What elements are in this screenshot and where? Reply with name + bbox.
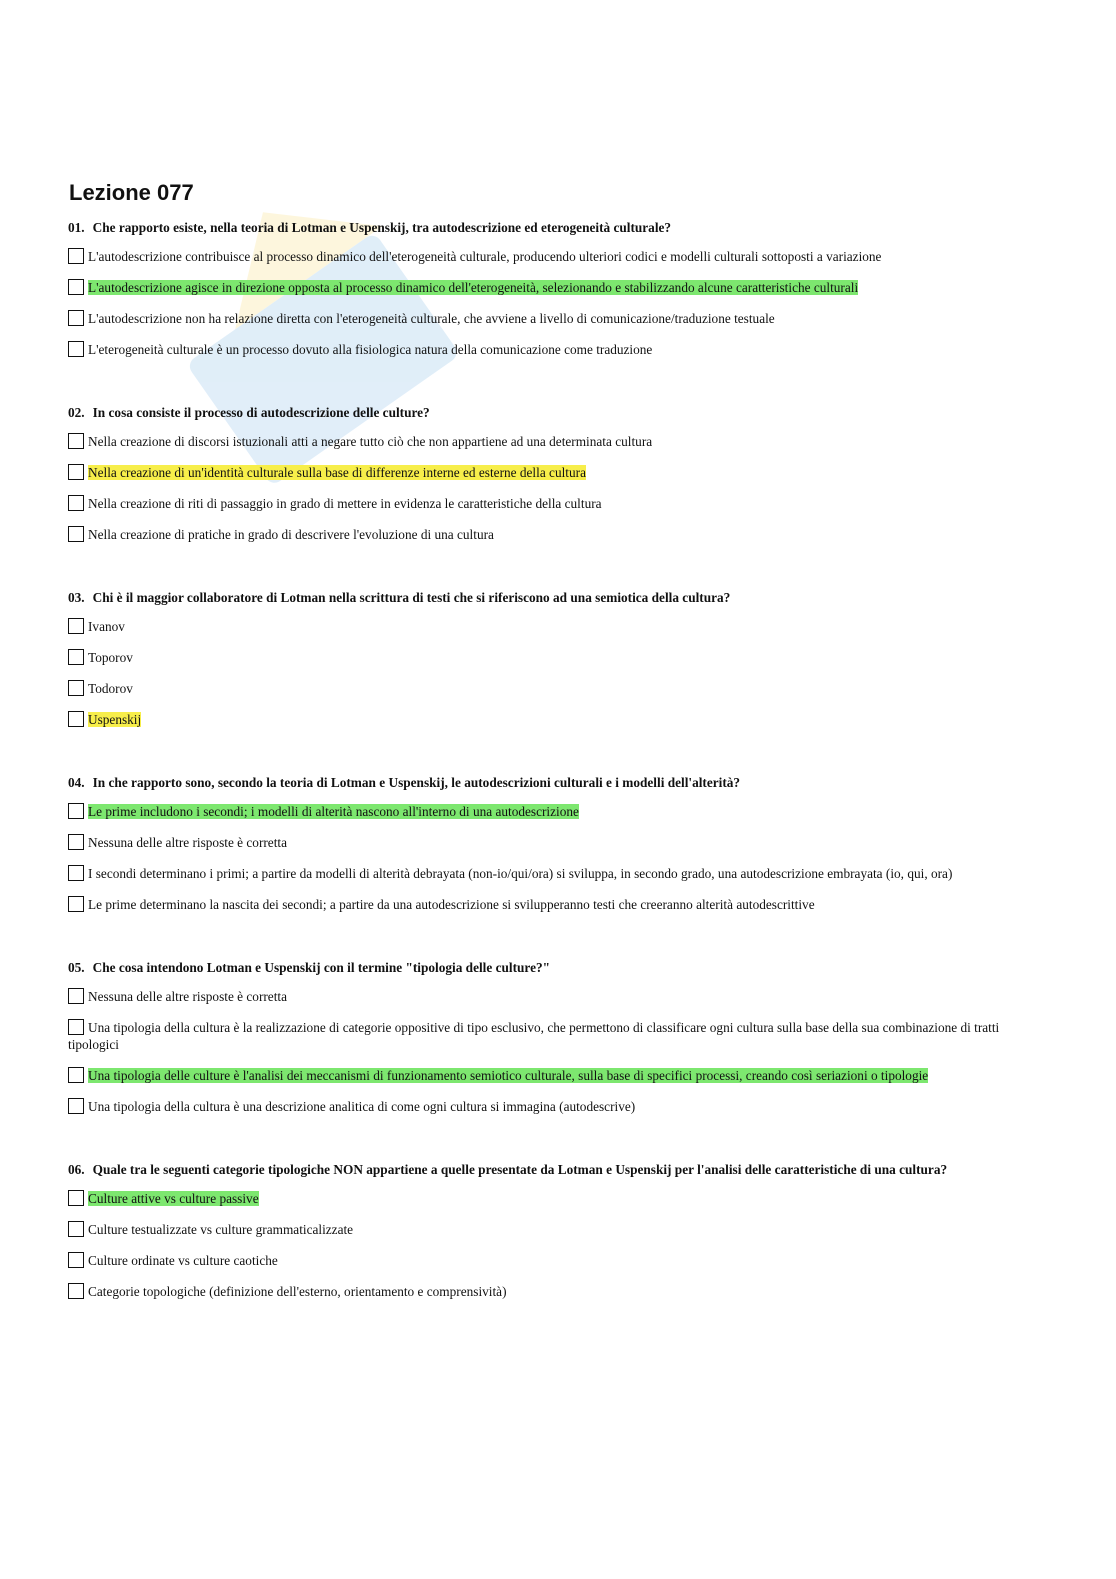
answer-option[interactable]	[68, 803, 1043, 820]
answer-text: Una tipologia della cultura è la realizzazione di categorie oppositive di tipo esclusivo, che permettono di classificare ogni cultura sulla base della sua combinazione di tratti tipologici	[68, 1020, 1000, 1052]
question-block	[68, 589, 1043, 728]
question-label: Quale tra le seguenti categorie tipologiche NON appartiene a quelle presentate da Lotman e Uspenskij per l'analisi delle caratteristiche di una cultura?	[92, 1162, 948, 1177]
question-block	[68, 959, 1043, 1115]
question-text	[68, 1161, 1043, 1178]
checkbox-icon[interactable]	[68, 1252, 84, 1268]
checkbox-icon[interactable]	[68, 1019, 84, 1035]
answer-option[interactable]	[68, 680, 1043, 697]
question-text	[68, 959, 1043, 976]
answer-text: Ivanov	[88, 619, 125, 634]
checkbox-icon[interactable]	[68, 711, 84, 727]
answer-text: Nella creazione di discorsi istuzionali atti a negare tutto ciò che non appartiene ad una determinata cultura	[88, 434, 653, 449]
answer-option[interactable]	[68, 988, 1043, 1005]
answer-text: L'eterogeneità culturale è un processo dovuto alla fisiologica natura della comunicazione come traduzione	[88, 342, 653, 357]
checkbox-icon[interactable]	[68, 526, 84, 542]
question-text	[68, 774, 1043, 791]
answer-text: I secondi determinano i primi; a partire da modelli di alterità debrayata (non-io/qui/ora) si sviluppa, in secondo grado, una autodescrizione embrayata (io, qui, ora)	[88, 866, 953, 881]
checkbox-icon[interactable]	[68, 310, 84, 326]
checkbox-icon[interactable]	[68, 279, 84, 295]
question-label: Che rapporto esiste, nella teoria di Lotman e Uspenskij, tra autodescrizione ed eterogeneità culturale?	[92, 220, 672, 235]
checkbox-icon[interactable]	[68, 680, 84, 696]
question-block	[68, 1161, 1043, 1300]
highlighted-answer-text: Culture attive vs culture passive	[88, 1191, 259, 1206]
question-label: Chi è il maggior collaboratore di Lotman nella scrittura di testi che si riferiscono ad una semiotica della cultura?	[92, 590, 731, 605]
answer-option[interactable]	[68, 279, 1043, 296]
answer-text: Todorov	[88, 681, 133, 696]
answer-option[interactable]	[68, 1098, 1043, 1115]
answer-option[interactable]	[68, 495, 1043, 512]
question-text	[68, 219, 1043, 236]
answer-text: Nessuna delle altre risposte è corretta	[88, 835, 287, 850]
answer-option[interactable]	[68, 1283, 1043, 1300]
checkbox-icon[interactable]	[68, 649, 84, 665]
answer-text: Le prime determinano la nascita dei secondi; a partire da una autodescrizione si svilupperanno testi che creeranno alterità autodescrittive	[88, 897, 815, 912]
answer-option[interactable]	[68, 433, 1043, 450]
answer-option[interactable]	[68, 711, 1043, 728]
answer-text: Una tipologia della cultura è una descrizione analitica di come ogni cultura si immagina (autodescrive)	[88, 1099, 636, 1114]
question-number: 02.	[68, 405, 85, 420]
answer-option[interactable]	[68, 834, 1043, 851]
highlighted-answer-text: L'autodescrizione agisce in direzione opposta al processo dinamico dell'eterogeneità, selezionando e stabilizzando alcune caratteristiche culturali	[88, 280, 859, 295]
page-title: Lezione 077	[69, 180, 194, 205]
answer-text: Toporov	[88, 650, 133, 665]
checkbox-icon[interactable]	[68, 1067, 84, 1083]
answer-option[interactable]	[68, 248, 1043, 265]
answer-text: Nella creazione di riti di passaggio in grado di mettere in evidenza le caratteristiche della cultura	[88, 496, 602, 511]
highlighted-answer-text: Le prime includono i secondi; i modelli di alterità nascono all'interno di una autodescrizione	[88, 804, 579, 819]
question-number: 06.	[68, 1162, 85, 1177]
checkbox-icon[interactable]	[68, 433, 84, 449]
answer-option[interactable]	[68, 1252, 1043, 1269]
question-number: 03.	[68, 590, 85, 605]
highlighted-answer-text: Una tipologia delle culture è l'analisi dei meccanismi di funzionamento semiotico culturale, sulla base di specifici processi, creando così seriazioni o tipologie	[88, 1068, 929, 1083]
checkbox-icon[interactable]	[68, 803, 84, 819]
checkbox-icon[interactable]	[68, 1098, 84, 1114]
answer-option[interactable]	[68, 526, 1043, 543]
answer-option[interactable]	[68, 1067, 1043, 1084]
checkbox-icon[interactable]	[68, 618, 84, 634]
answer-option[interactable]	[68, 618, 1043, 635]
highlighted-answer-text: Uspenskij	[88, 712, 142, 727]
checkbox-icon[interactable]	[68, 248, 84, 264]
question-number: 05.	[68, 960, 85, 975]
checkbox-icon[interactable]	[68, 865, 84, 881]
answer-option[interactable]	[68, 1190, 1043, 1207]
answer-text: Nessuna delle altre risposte è corretta	[88, 989, 287, 1004]
checkbox-icon[interactable]	[68, 1190, 84, 1206]
question-block	[68, 404, 1043, 543]
answer-option[interactable]	[68, 896, 1043, 913]
answer-option[interactable]	[68, 649, 1043, 666]
question-label: Che cosa intendono Lotman e Uspenskij con il termine "tipologia delle culture?"	[92, 960, 551, 975]
checkbox-icon[interactable]	[68, 834, 84, 850]
checkbox-icon[interactable]	[68, 988, 84, 1004]
checkbox-icon[interactable]	[68, 1283, 84, 1299]
answer-option[interactable]	[68, 464, 1043, 481]
answer-text: L'autodescrizione contribuisce al processo dinamico dell'eterogeneità culturale, producendo ulteriori codici e modelli culturali sottoposti a variazione	[88, 249, 882, 264]
highlighted-answer-text: Nella creazione di un'identità culturale sulla base di differenze interne ed esterne della cultura	[88, 465, 586, 480]
checkbox-icon[interactable]	[68, 464, 84, 480]
question-list	[68, 219, 1043, 1346]
question-text	[68, 404, 1043, 421]
answer-text: Nella creazione di pratiche in grado di descrivere l'evoluzione di una cultura	[88, 527, 494, 542]
question-block	[68, 774, 1043, 913]
answer-option[interactable]	[68, 341, 1043, 358]
answer-text: Culture testualizzate vs culture grammaticalizzate	[88, 1222, 354, 1237]
question-number: 01.	[68, 220, 85, 235]
question-block	[68, 219, 1043, 358]
checkbox-icon[interactable]	[68, 896, 84, 912]
checkbox-icon[interactable]	[68, 495, 84, 511]
checkbox-icon[interactable]	[68, 341, 84, 357]
answer-option[interactable]	[68, 310, 1043, 327]
question-text	[68, 589, 1043, 606]
checkbox-icon[interactable]	[68, 1221, 84, 1237]
question-label: In cosa consiste il processo di autodescrizione delle culture?	[92, 405, 430, 420]
question-number: 04.	[68, 775, 85, 790]
answer-text: L'autodescrizione non ha relazione diretta con l'eterogeneità culturale, che avviene a livello di comunicazione/traduzione testuale	[88, 311, 775, 326]
answer-option[interactable]	[68, 865, 1043, 882]
answer-text: Culture ordinate vs culture caotiche	[88, 1253, 278, 1268]
answer-option[interactable]	[68, 1019, 1043, 1053]
answer-text: Categorie topologiche (definizione dell'esterno, orientamento e comprensività)	[88, 1284, 507, 1299]
answer-option[interactable]	[68, 1221, 1043, 1238]
question-label: In che rapporto sono, secondo la teoria di Lotman e Uspenskij, le autodescrizioni culturali e i modelli dell'alterità?	[92, 775, 741, 790]
